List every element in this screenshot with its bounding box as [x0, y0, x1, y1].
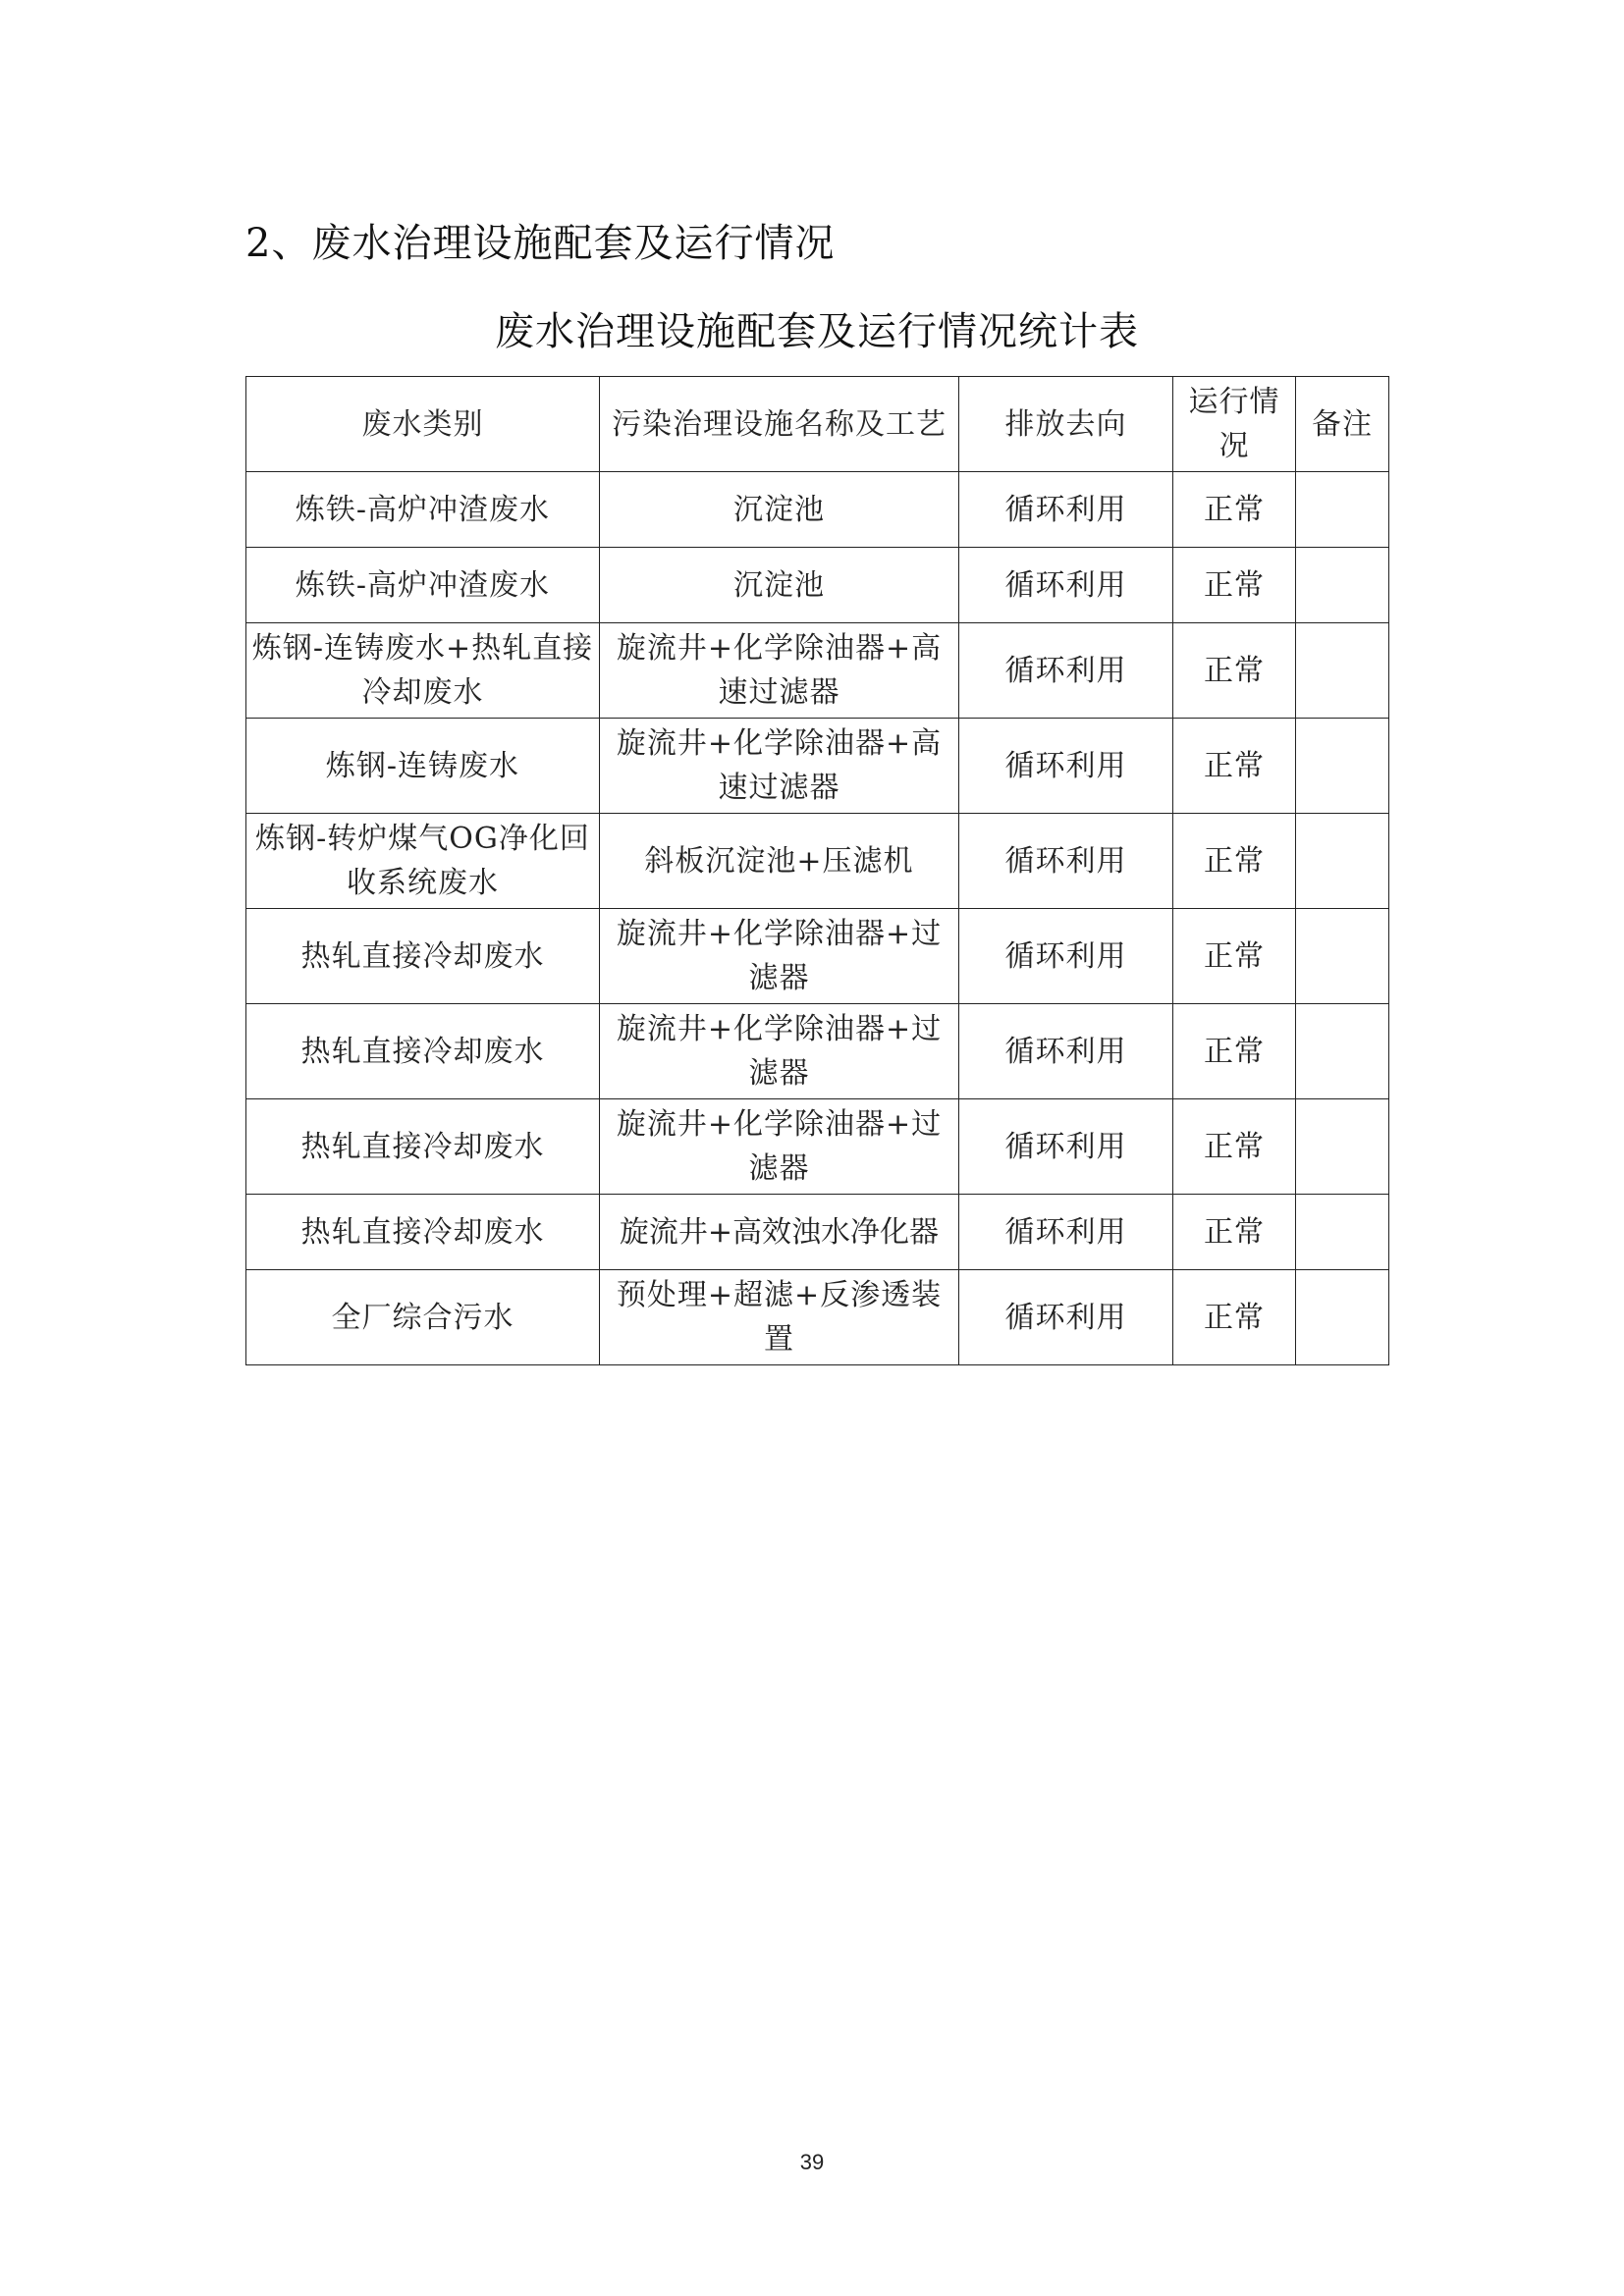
cell-operation-status: 正常: [1173, 1270, 1296, 1365]
cell-treatment-facility: 沉淀池: [600, 548, 959, 623]
cell-discharge-destination: 循环利用: [959, 472, 1173, 548]
cell-treatment-facility: 旋流井+高效浊水净化器: [600, 1195, 959, 1270]
cell-operation-status: 正常: [1173, 1099, 1296, 1195]
cell-remarks: [1296, 1270, 1389, 1365]
table-row: [246, 548, 1389, 623]
cell-operation-status: 正常: [1173, 909, 1296, 1004]
table-header-row: [246, 377, 1389, 472]
cell-operation-status: 正常: [1173, 548, 1296, 623]
cell-treatment-facility: 旋流井+化学除油器+过滤器: [600, 909, 959, 1004]
cell-operation-status: 正常: [1173, 1004, 1296, 1099]
cell-wastewater-type: 炼钢-连铸废水: [246, 719, 600, 814]
cell-discharge-destination: 循环利用: [959, 719, 1173, 814]
cell-operation-status: 正常: [1173, 623, 1296, 719]
cell-treatment-facility: 旋流井+化学除油器+过滤器: [600, 1099, 959, 1195]
cell-treatment-facility: 旋流井+化学除油器+过滤器: [600, 1004, 959, 1099]
cell-remarks: [1296, 814, 1389, 909]
header-remarks: 备注: [1296, 377, 1389, 472]
cell-remarks: [1296, 909, 1389, 1004]
cell-treatment-facility: 斜板沉淀池+压滤机: [600, 814, 959, 909]
table-title: 废水治理设施配套及运行情况统计表: [495, 309, 1139, 354]
cell-wastewater-type: 炼钢-连铸废水+热轧直接冷却废水: [246, 623, 600, 719]
cell-discharge-destination: 循环利用: [959, 623, 1173, 719]
table-row: [246, 1195, 1389, 1270]
cell-wastewater-type: 热轧直接冷却废水: [246, 1195, 600, 1270]
cell-wastewater-type: 炼铁-高炉冲渣废水: [246, 548, 600, 623]
table-row: [246, 719, 1389, 814]
cell-remarks: [1296, 548, 1389, 623]
header-discharge-destination: 排放去向: [959, 377, 1173, 472]
cell-discharge-destination: 循环利用: [959, 814, 1173, 909]
cell-operation-status: 正常: [1173, 1195, 1296, 1270]
cell-discharge-destination: 循环利用: [959, 1195, 1173, 1270]
table-row: [246, 1004, 1389, 1099]
table-row: [246, 623, 1389, 719]
cell-remarks: [1296, 1004, 1389, 1099]
cell-discharge-destination: 循环利用: [959, 1099, 1173, 1195]
stats-table: [245, 376, 1389, 1365]
cell-operation-status: 正常: [1173, 814, 1296, 909]
cell-treatment-facility: 旋流井+化学除油器+高速过滤器: [600, 719, 959, 814]
cell-discharge-destination: 循环利用: [959, 1004, 1173, 1099]
section-heading: 2、废水治理设施配套及运行情况: [245, 221, 836, 266]
cell-remarks: [1296, 472, 1389, 548]
cell-discharge-destination: 循环利用: [959, 548, 1173, 623]
cell-treatment-facility: 预处理+超滤+反渗透装置: [600, 1270, 959, 1365]
table-row: [246, 472, 1389, 548]
cell-wastewater-type: 热轧直接冷却废水: [246, 1099, 600, 1195]
header-wastewater-type: 废水类别: [246, 377, 600, 472]
cell-wastewater-type: 炼钢-转炉煤气OG净化回收系统废水: [246, 814, 600, 909]
table-row: [246, 909, 1389, 1004]
cell-wastewater-type: 热轧直接冷却废水: [246, 1004, 600, 1099]
header-operation-status: 运行情况: [1173, 377, 1296, 472]
header-treatment-facility: 污染治理设施名称及工艺: [600, 377, 959, 472]
table-row: [246, 814, 1389, 909]
cell-operation-status: 正常: [1173, 719, 1296, 814]
cell-wastewater-type: 热轧直接冷却废水: [246, 909, 600, 1004]
cell-wastewater-type: 全厂综合污水: [246, 1270, 600, 1365]
table-row: [246, 1099, 1389, 1195]
cell-wastewater-type: 炼铁-高炉冲渣废水: [246, 472, 600, 548]
table-row: [246, 1270, 1389, 1365]
cell-remarks: [1296, 1099, 1389, 1195]
cell-discharge-destination: 循环利用: [959, 909, 1173, 1004]
cell-discharge-destination: 循环利用: [959, 1270, 1173, 1365]
cell-treatment-facility: 旋流井+化学除油器+高速过滤器: [600, 623, 959, 719]
cell-remarks: [1296, 623, 1389, 719]
cell-operation-status: 正常: [1173, 472, 1296, 548]
page-number: 39: [799, 2150, 825, 2174]
cell-remarks: [1296, 1195, 1389, 1270]
cell-treatment-facility: 沉淀池: [600, 472, 959, 548]
cell-remarks: [1296, 719, 1389, 814]
